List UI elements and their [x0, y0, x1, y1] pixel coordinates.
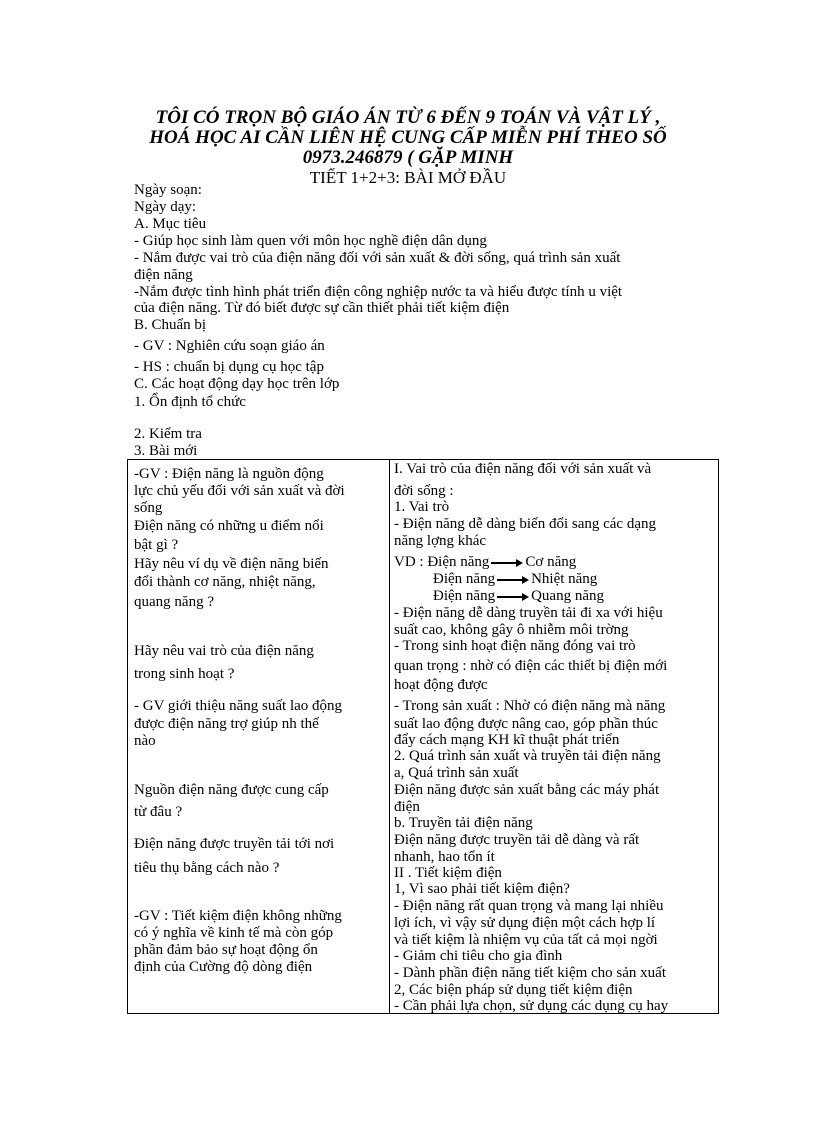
left-cell-line: từ đâu ? [134, 804, 183, 820]
intro-line: - HS : chuẩn bị dụng cụ học tập [134, 359, 324, 375]
left-cell-line: -GV : Điện năng là nguồn động [134, 466, 324, 482]
left-cell-line: nào [134, 733, 156, 749]
right-cell-line: - Điện năng dễ dàng biến đổi sang các dạng [394, 516, 656, 532]
right-cell-line: hoạt động được [394, 677, 488, 693]
header-line-2: HOÁ HỌC AI CẦN LIÊN HỆ CUNG CẤP MIỄN PHÍ THEO SỐ [149, 127, 667, 148]
example-row [433, 571, 597, 588]
intro-line: điện năng [134, 267, 193, 283]
example-result: Nhiệt năng [531, 571, 598, 587]
example-prefix: Điện năng [433, 571, 496, 587]
example-row [433, 588, 604, 605]
right-cell-line: I. Vai trò của điện năng đối với sản xuất và [394, 461, 652, 477]
left-cell-line: lực chủ yếu đối với sản xuất và đời [134, 483, 345, 499]
right-cell-line: - Điện năng dễ dàng truyền tải đi xa với hiệu [394, 605, 663, 621]
right-cell-line: đẩy cách mạng KH kĩ thuật phát triển [394, 732, 620, 748]
right-cell-line: a, Quá trình sản xuất [394, 765, 519, 781]
example-row [394, 554, 576, 571]
left-cell-line: Điện năng có những u điểm nổi [134, 518, 324, 534]
right-cell-line: b. Truyền tải điện năng [394, 815, 533, 831]
intro-line: - Giúp học sinh làm quen với môn học nghề điện dân dụng [134, 233, 487, 249]
lesson-table [127, 459, 719, 1014]
left-cell-line: quang năng ? [134, 594, 214, 610]
right-cell-line: - Giảm chi tiêu cho gia đình [394, 948, 563, 964]
left-cell-line: Hãy nêu ví dụ về điện năng biến [134, 556, 329, 572]
right-cell-line: quan trọng : nhờ có điện các thiết bị điện mới [394, 658, 668, 674]
right-cell-line: Điện năng được sản xuất bằng các máy phát [394, 782, 660, 798]
left-cell-line: Nguồn điện năng được cung cấp [134, 782, 329, 798]
left-cell-line: Hãy nêu vai trò của điện năng [134, 643, 314, 659]
right-cell-line: 1, Vì sao phải tiết kiệm điện? [394, 881, 570, 897]
left-cell-line: -GV : Tiết kiệm điện không những [134, 908, 342, 924]
right-cell-line: suất lao động được nâng cao, góp phần thúc [394, 716, 658, 732]
column-divider [389, 460, 390, 1013]
left-cell-line: phần đảm bảo sự hoạt động ổn [134, 942, 318, 958]
header-line-3: 0973.246879 ( GẶP MINH [302, 147, 514, 168]
right-cell-line: đời sống : [394, 483, 454, 499]
left-cell-line: trong sinh hoạt ? [134, 666, 235, 682]
left-cell-line: Điện năng được truyền tải tới nơi [134, 836, 335, 852]
right-cell-line: suất cao, không gây ô nhiễm môi trờng [394, 622, 629, 638]
example-result: Quang năng [531, 588, 604, 604]
left-cell-line: đổi thành cơ năng, nhiệt năng, [134, 574, 316, 590]
right-cell-line: - Dành phần điện năng tiết kiệm cho sản xuất [394, 965, 667, 981]
intro-line: 3. Bài mới [134, 443, 198, 459]
intro-line: của điện năng. Từ đó biết được sự cần thiết phải tiết kiệm điện [134, 300, 510, 316]
arrow-right-icon [497, 576, 529, 584]
right-cell-line: - Trong sinh hoạt điện năng đóng vai trò [394, 638, 636, 654]
right-cell-line: 2, Các biện pháp sử dụng tiết kiệm điện [394, 982, 633, 998]
right-cell-line: II . Tiết kiệm điện [394, 865, 502, 881]
right-cell-line: - Điện năng rất quan trọng và mang lại nhiều [394, 898, 664, 914]
intro-line: -Nắm được tình hình phát triển điện công nghiệp nước ta và hiểu được tính u việt [134, 284, 623, 300]
right-cell-line: nhanh, hao tổn ít [394, 849, 495, 865]
left-cell-line: có ý nghĩa về kinh tế mà còn góp [134, 925, 334, 941]
lesson-title: TIẾT 1+2+3: BÀI MỞ ĐẦU [309, 168, 507, 187]
right-cell-line: 1. Vai trò [394, 499, 450, 515]
arrow-right-icon [491, 559, 523, 567]
header-line-1: TÔI CÓ TRỌN BỘ GIÁO ÁN TỪ 6 ĐẾN 9 TOÁN VÀ VẬT LÝ , [155, 107, 661, 128]
intro-line: C. Các hoạt động dạy học trên lớp [134, 376, 340, 392]
left-cell-line: sống [134, 500, 163, 516]
intro-line: 1. Ổn định tổ chức [134, 394, 246, 410]
right-cell-line: và tiết kiệm là nhiệm vụ của tất cả mọi ngời [394, 932, 658, 948]
right-cell-line: 2. Quá trình sản xuất và truyền tải điện năng [394, 748, 661, 764]
right-cell-line: điện [394, 799, 420, 815]
left-cell-line: được điện năng trợ giúp nh thế [134, 716, 319, 732]
intro-line: Ngày dạy: [134, 199, 197, 215]
intro-line: - GV : Nghiên cứu soạn giáo án [134, 338, 325, 354]
right-cell-line: năng lợng khác [394, 533, 487, 549]
left-cell-line: tiêu thụ bằng cách nào ? [134, 860, 280, 876]
left-cell-line: bật gì ? [134, 537, 179, 553]
right-cell-line: - Trong sản xuất : Nhờ có điện năng mà năng [394, 698, 666, 714]
intro-line: B. Chuẩn bị [134, 317, 207, 333]
left-cell-line: định của Cường độ dòng điện [134, 959, 313, 975]
intro-line: A. Mục tiêu [134, 216, 207, 232]
right-cell-line: Điện năng được truyền tải dễ dàng và rất [394, 832, 640, 848]
example-prefix: VD : Điện năng [394, 554, 490, 570]
example-result: Cơ năng [525, 554, 577, 570]
right-cell-line: - Cần phải lựa chọn, sử dụng các dụng cụ hay [394, 998, 669, 1014]
left-cell-line: - GV giới thiệu năng suất lao động [134, 698, 343, 714]
intro-line: 2. Kiểm tra [134, 426, 202, 442]
intro-line: - Nắm được vai trò của điện năng đối với sản xuất & đời sống, quá trình sản xuất [134, 250, 621, 266]
example-prefix: Điện năng [433, 588, 496, 604]
intro-line: Ngày soạn: [134, 182, 202, 198]
right-cell-line: lợi ích, vì vậy sử dụng điện một cách hợp lí [394, 915, 656, 931]
arrow-right-icon [497, 593, 529, 601]
